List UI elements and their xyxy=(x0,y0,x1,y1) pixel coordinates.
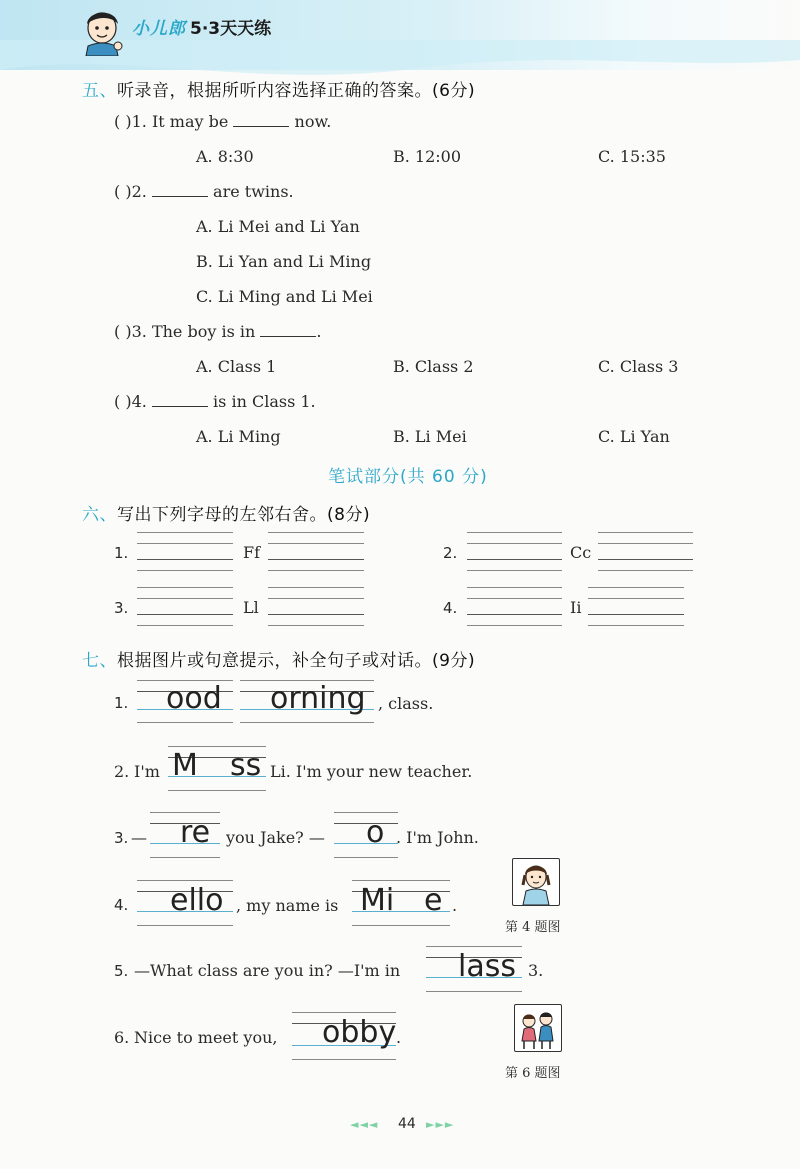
sentence-text: . xyxy=(452,896,458,915)
option: A. Class 1 xyxy=(196,357,277,376)
left-arrows-decoration: ◄◄◄ xyxy=(350,1118,379,1131)
q-number: 2. xyxy=(131,182,147,201)
section6-title xyxy=(82,500,370,525)
q-text: It may be xyxy=(151,112,229,131)
handwritten-word[interactable]: re xyxy=(180,815,211,850)
option: B. Class 2 xyxy=(393,357,474,376)
handwritten-word[interactable]: o xyxy=(366,815,385,850)
q-number: 3. xyxy=(131,322,147,341)
section7-number: 七、 xyxy=(82,651,117,671)
handwritten-word[interactable]: obby xyxy=(322,1015,397,1050)
letter: Cc xyxy=(570,543,592,562)
handwritten-word[interactable]: ss xyxy=(230,748,262,783)
sentence-text: —What class are you in? —I'm in xyxy=(134,961,401,980)
option: C. Li Ming and Li Mei xyxy=(196,287,373,306)
q2-line xyxy=(114,182,294,201)
letter: Ll xyxy=(243,598,259,617)
option: B. Li Yan and Li Ming xyxy=(196,252,372,271)
q3-line xyxy=(114,322,322,341)
girl-illustration xyxy=(512,858,560,906)
answer-blank[interactable] xyxy=(233,112,289,127)
answer-blank[interactable] xyxy=(152,392,208,407)
section5-title xyxy=(82,76,475,101)
item-number: 3. xyxy=(114,829,129,847)
item-number: 2. xyxy=(114,762,130,781)
sentence-text: Nice to meet you, xyxy=(134,1028,278,1047)
item-number: 5. xyxy=(114,962,129,980)
q-text: now. xyxy=(294,112,332,131)
option: A. Li Mei and Li Yan xyxy=(196,217,360,236)
item-number: 3. xyxy=(114,599,129,617)
sentence-text: . xyxy=(396,1028,402,1047)
brand-series: 5·3天天练 xyxy=(190,19,272,39)
answer-paren[interactable]: ( ) xyxy=(114,112,132,131)
written-part-heading: 笔试部分(共 60 分) xyxy=(328,467,488,487)
option: C. 15:35 xyxy=(598,147,666,166)
figure-caption: 第 4 题图 xyxy=(505,920,561,935)
left-neighbor-blank[interactable] xyxy=(467,614,562,615)
handwritten-word[interactable]: ello xyxy=(170,883,224,918)
option: C. Class 3 xyxy=(598,357,679,376)
section6-text: 写出下列字母的左邻右舍。(8分) xyxy=(117,505,371,525)
left-neighbor-blank[interactable] xyxy=(467,559,562,560)
handwritten-word[interactable]: orning xyxy=(270,681,366,716)
sentence-text: , my name is xyxy=(236,896,339,915)
left-neighbor-blank[interactable] xyxy=(137,614,233,615)
right-neighbor-blank[interactable] xyxy=(598,559,693,560)
right-neighbor-blank[interactable] xyxy=(268,614,364,615)
item-number: 1. xyxy=(114,544,129,562)
right-neighbor-blank[interactable] xyxy=(268,559,364,560)
q-number: 4. xyxy=(131,392,147,411)
item-number: 4. xyxy=(114,896,129,914)
sentence-text: 3. xyxy=(528,961,544,980)
q4-line xyxy=(114,392,316,411)
handwritten-word[interactable]: M xyxy=(172,748,198,783)
q-number: 1. xyxy=(131,112,147,131)
handwritten-word[interactable]: Mi xyxy=(360,883,395,918)
option: A. Li Ming xyxy=(196,427,281,446)
sentence-text: I'm xyxy=(134,762,160,781)
left-neighbor-blank[interactable] xyxy=(137,559,233,560)
right-arrows-decoration: ►►► xyxy=(426,1118,455,1131)
section7-text: 根据图片或句意提示，补全句子或对话。(9分) xyxy=(117,651,476,671)
mascot-logo xyxy=(78,6,126,56)
item-number: 6. xyxy=(114,1028,130,1047)
q-text: . xyxy=(316,322,322,341)
figure-caption: 第 6 题图 xyxy=(505,1066,561,1081)
handwritten-word[interactable]: e xyxy=(424,883,443,918)
answer-paren[interactable]: ( ) xyxy=(114,182,132,201)
answer-blank[interactable] xyxy=(260,322,316,337)
section6-number: 六、 xyxy=(82,505,117,525)
sentence-text: . I'm John. xyxy=(396,828,479,847)
brand-title xyxy=(132,14,271,39)
section7-title xyxy=(82,646,475,671)
letter: Ii xyxy=(570,598,582,617)
section5-number: 五、 xyxy=(82,81,117,101)
sentence-text: , class. xyxy=(378,694,434,713)
item-number: 4. xyxy=(443,599,458,617)
children-illustration xyxy=(514,1004,562,1052)
item-number: 2. xyxy=(443,544,458,562)
page-number: 44 xyxy=(398,1116,416,1132)
letter: Ff xyxy=(243,543,261,562)
answer-blank[interactable] xyxy=(152,182,208,197)
right-neighbor-blank[interactable] xyxy=(588,614,684,615)
option: B. 12:00 xyxy=(393,147,462,166)
q-text: are twins. xyxy=(213,182,294,201)
q-text: The boy is in xyxy=(151,322,256,341)
handwritten-word[interactable]: lass xyxy=(458,949,516,984)
brand-name: 小儿郎 xyxy=(132,19,186,39)
answer-paren[interactable]: ( ) xyxy=(114,322,132,341)
option: A. 8:30 xyxy=(196,147,254,166)
option: C. Li Yan xyxy=(598,427,670,446)
sentence-text: you Jake? — xyxy=(226,828,325,847)
dash: — xyxy=(131,828,147,847)
sentence-text: Li. I'm your new teacher. xyxy=(270,762,473,781)
answer-paren[interactable]: ( ) xyxy=(114,392,132,411)
section5-text: 听录音，根据所听内容选择正确的答案。(6分) xyxy=(117,81,476,101)
handwritten-word[interactable]: ood xyxy=(166,681,222,716)
q-text: is in Class 1. xyxy=(213,392,316,411)
q1-line xyxy=(114,112,331,131)
item-number: 1. xyxy=(114,694,129,712)
option: B. Li Mei xyxy=(393,427,467,446)
